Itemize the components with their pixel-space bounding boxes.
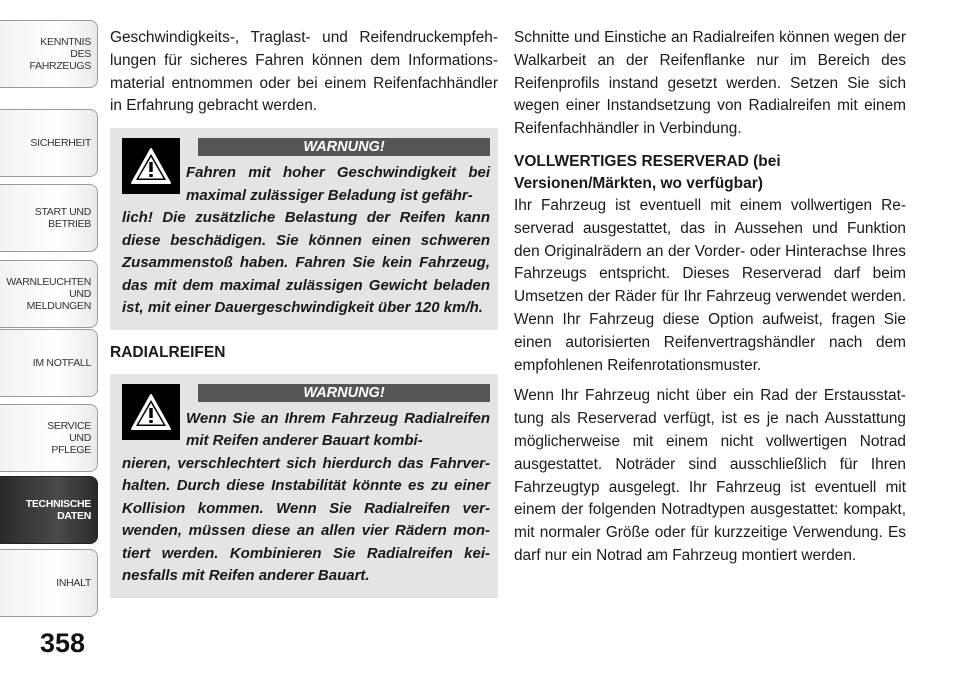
tab-label: START UND BETRIEB	[34, 206, 91, 230]
warning-box-radial-tires	[110, 374, 498, 598]
full-spare-paragraph: Ihr Fahrzeug ist eventuell mit einem vollwertigen Reserverad ausgestattet, das in Aussehen und Funktion den Originalrädern an der Vorder- oder Hinterachse Ihres Fahrzeugs entspricht. Dieses Reserverad darf beim Umsetzen der Räder für Ihr Fahrzeug verwendet werden. Wenn Ihr Fahrzeug diese Option aufweist, fragen Sie einen autorisierten Reifenvertragshändler nach dem empfohlenen Reifenrotationsmuster.	[514, 196, 906, 374]
warning-triangle-icon	[122, 138, 180, 194]
warning-title: WARNUNG!	[198, 384, 490, 402]
tab-service-und-pflege[interactable]	[0, 404, 98, 472]
tab-warnleuchten-und-meldungen[interactable]	[0, 260, 98, 328]
tab-im-notfall[interactable]	[0, 329, 98, 397]
tab-kenntnis-des-fahrzeugs[interactable]	[0, 20, 98, 88]
warning-body: lich! Die zusätzliche Belastung der Reifen kann diese beschädigen. Sie können einen schweren Zusammenstoß haben. Fahren Sie kein Fahrzeug, das mit dem maximal zulässigen Gewicht beladen ist, mit einer Dauergeschwindigkeit über 120 km/h.	[122, 209, 490, 317]
left-column	[110, 27, 498, 598]
warning-body: nieren, verschlechtert sich hierdurch das Fahrverhalten. Durch diese Instabilität könnte es zu einer Kollision kommen. Wenn Sie Radialreifen verwenden, müssen diese an allen vier Rädern montiert werden. Kombinieren Sie Radialreifen keinesfalls mit Reifen anderer Bauart.	[122, 454, 490, 585]
tab-label: IM NOTFALL	[32, 357, 91, 369]
compact-spare-paragraph: Wenn Ihr Fahrzeug nicht über ein Rad der Erstausstattung als Reserverad verfügt, ist es je nach Ausstattung möglicherweise mit einem nicht vollwertigen Notrad ausgestattet. Noträder sind ausschließlich für Ihren Fahrzeugtyp ausgelegt. Ihr Fahrzeug ist eventuell mit einem der folgenden Notradtypen ausgestattet: kompakt, mit normaler Größe oder für kurzzeitige Verwendung. Es darf nur ein Notrad am Fahrzeug montiert werden.	[514, 387, 906, 564]
tab-start-und-betrieb[interactable]	[0, 184, 98, 252]
tab-technische-daten[interactable]	[0, 476, 98, 544]
page-number: 358	[40, 628, 86, 658]
warning-lead: Wenn Sie an Ihrem Fahrzeug Radialreifen mit Reifen anderer Bauart kombi-	[186, 409, 490, 450]
warning-triangle-icon	[122, 384, 180, 440]
tab-label: SERVICE UND PFLEGE	[47, 420, 91, 456]
tab-label: SICHERHEIT	[30, 137, 91, 149]
warning-box-high-speed	[110, 128, 498, 330]
tab-label: KENNTNIS DES FAHRZEUGS	[29, 36, 91, 72]
right-column	[514, 27, 906, 568]
tab-label: WARNLEUCHTEN UND MELDUNGEN	[6, 276, 91, 312]
warning-title: WARNUNG!	[198, 138, 490, 156]
warning-lead: Fahren mit hoher Geschwindigkeit bei maximal zulässiger Beladung ist gefähr-	[186, 164, 490, 204]
tab-label: INHALT	[56, 577, 91, 589]
tab-inhalt[interactable]	[0, 549, 98, 617]
tab-label: TECHNISCHE DATEN	[25, 498, 91, 522]
tab-sicherheit[interactable]	[0, 109, 98, 177]
section-heading-reserverad: VOLLWERTIGES RESERVERAD (bei Versionen/Märkten, wo verfügbar)	[514, 152, 781, 192]
intro-paragraph: Geschwindigkeits-, Traglast- und Reifendruckempfehlungen für sicheres Fahren können dem Informationsmaterial entnommen oder bei einem Reifenfachhändler in Erfahrung gebracht werden.	[110, 29, 498, 115]
section-heading-radialreifen: RADIALREIFEN	[110, 343, 226, 361]
radial-repair-paragraph: Schnitte und Einstiche an Radialreifen können wegen der Walkarbeit an der Reifenflanke nur im Bereich des Reifenprofils instand gesetzt werden. Setzen Sie sich wegen einer Instandsetzung von Radialreifen mit einem Reifenfachhändler in Verbindung.	[514, 29, 906, 138]
